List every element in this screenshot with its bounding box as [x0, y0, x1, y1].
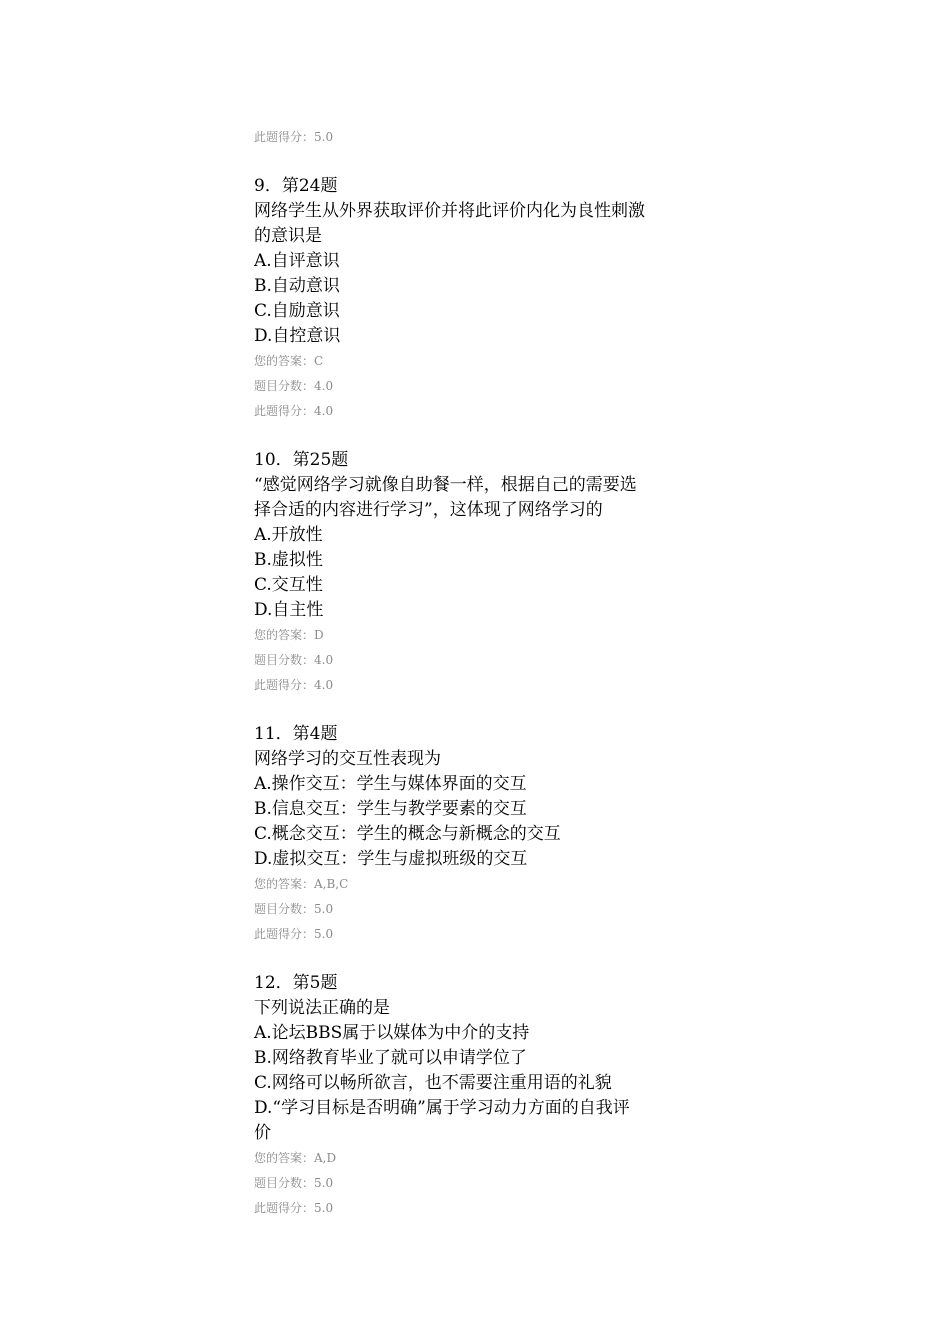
question-text-line: 网络学生从外界获取评价并将此评价内化为良性刺激 [254, 201, 645, 221]
question-score: 题目分数：4.0 [254, 653, 334, 667]
option-a: A.论坛BBS属于以媒体为中介的支持 [254, 1023, 530, 1043]
option-a: A.开放性 [254, 525, 323, 545]
option-c: C.概念交互：学生的概念与新概念的交互 [254, 824, 561, 844]
option-d: D.虚拟交互：学生与虚拟班级的交互 [254, 849, 528, 869]
question-block-9 [254, 174, 714, 424]
question-title: 10．第25题 [254, 450, 349, 470]
your-answer: 您的答案：C [254, 354, 324, 368]
earned-score: 此题得分：5.0 [254, 1201, 334, 1215]
option-a: A.操作交互：学生与媒体界面的交互 [254, 774, 527, 794]
question-text-line: 网络学习的交互性表现为 [254, 749, 441, 769]
question-title: 9．第24题 [254, 176, 338, 196]
earned-score: 此题得分：4.0 [254, 404, 334, 418]
option-b: B.信息交互：学生与教学要素的交互 [254, 799, 527, 819]
previous-question-earned-score: 此题得分：5.0 [254, 130, 334, 144]
question-text-line: 下列说法正确的是 [254, 998, 390, 1018]
question-score: 题目分数：4.0 [254, 379, 334, 393]
earned-score: 此题得分：4.0 [254, 678, 334, 692]
question-title: 11．第4题 [254, 724, 338, 744]
option-d: D.自主性 [254, 600, 324, 620]
your-answer: 您的答案：D [254, 628, 324, 642]
your-answer: 您的答案：A,D [254, 1151, 337, 1165]
question-score: 题目分数：5.0 [254, 1176, 334, 1190]
option-b: B.自动意识 [254, 276, 340, 296]
option-c: C.交互性 [254, 575, 323, 595]
option-c: C.自励意识 [254, 301, 340, 321]
earned-score: 此题得分：5.0 [254, 927, 334, 941]
question-block-11 [254, 722, 714, 947]
question-title: 12．第5题 [254, 973, 338, 993]
question-text-line: 的意识是 [254, 226, 322, 246]
question-block-10 [254, 448, 714, 698]
option-c: C.网络可以畅所欲言，也不需要注重用语的礼貌 [254, 1073, 612, 1093]
option-b: B.网络教育毕业了就可以申请学位了 [254, 1048, 527, 1068]
question-text-line: “感觉网络学习就像自助餐一样，根据自己的需要选 [254, 475, 637, 495]
question-text-line: 择合适的内容进行学习”，这体现了网络学习的 [254, 500, 603, 520]
question-score: 题目分数：5.0 [254, 902, 334, 916]
question-block-12 [254, 971, 714, 1221]
option-a: A.自评意识 [254, 251, 340, 271]
option-d: D.自控意识 [254, 326, 341, 346]
option-d: D.“学习目标是否明确”属于学习动力方面的自我评 [254, 1098, 630, 1118]
your-answer: 您的答案：A,B,C [254, 877, 349, 891]
option-d-continued: 价 [254, 1123, 271, 1143]
option-b: B.虚拟性 [254, 550, 323, 570]
